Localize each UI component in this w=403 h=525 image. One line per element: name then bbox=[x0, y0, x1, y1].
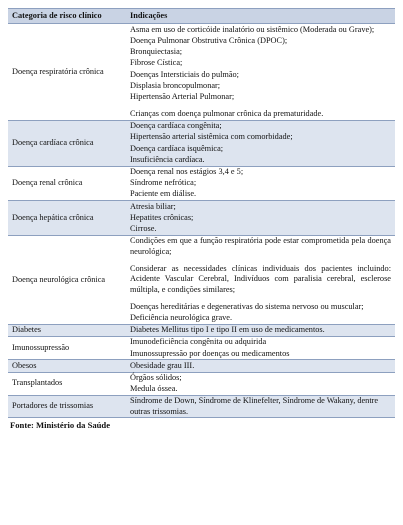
indication-item: Hipertensão Arterial Pulmonar; bbox=[130, 91, 235, 101]
indication-item: Imunodeficiência congênita ou adquirida bbox=[130, 337, 267, 347]
indications-cell bbox=[126, 120, 395, 166]
header-indications: Indicações bbox=[126, 9, 395, 24]
indications-cell bbox=[126, 360, 395, 372]
indication-item: Condições em que a função respiratória pode estar comprometida pela doença neurológica; bbox=[130, 236, 391, 256]
indication-item: Atresia biliar; bbox=[130, 201, 176, 211]
table-row bbox=[8, 201, 395, 236]
indication-item: Deficiência neurológica grave. bbox=[130, 312, 233, 322]
indication-item: Doença renal nos estágios 3,4 e 5; bbox=[130, 167, 244, 177]
indication-item: Bronquiectasia; bbox=[130, 47, 183, 57]
indication-item: Órgãos sólidos; bbox=[130, 372, 182, 382]
category-cell: Transplantados bbox=[8, 372, 126, 395]
indication-item: Doença cardíaca isquêmica; bbox=[130, 143, 224, 153]
category-cell: Portadores de trissomias bbox=[8, 395, 126, 418]
indication-item: Síndrome nefrótica; bbox=[130, 178, 197, 188]
table-header-row bbox=[8, 9, 395, 24]
indication-item: Hipertensão arterial sistêmica com comorbidade; bbox=[130, 132, 293, 142]
category-cell: Doença neurológica crônica bbox=[8, 235, 126, 324]
category-cell: Doença cardíaca crônica bbox=[8, 120, 126, 166]
table-row bbox=[8, 120, 395, 166]
indication-item: Imunossupressão por doenças ou medicamentos bbox=[130, 348, 290, 358]
indications-cell bbox=[126, 235, 395, 324]
category-cell: Diabetes bbox=[8, 324, 126, 336]
indication-item: Asma em uso de corticóide inalatório ou sistêmico (Moderada ou Grave); bbox=[130, 24, 375, 34]
header-category: Categoria de risco clínico bbox=[8, 9, 126, 24]
indications-cell bbox=[126, 201, 395, 236]
indication-item: Diabetes Mellitus tipo I e tipo II em uso de medicamentos. bbox=[130, 325, 325, 335]
indication-item: Doença cardíaca congênita; bbox=[130, 121, 222, 131]
table-body bbox=[8, 24, 395, 418]
indication-item: Doença Pulmonar Obstrutiva Crônica (DPOC); bbox=[130, 35, 288, 45]
risk-category-table bbox=[8, 8, 395, 418]
indications-cell bbox=[126, 24, 395, 121]
indication-item: Paciente em diálise. bbox=[130, 189, 197, 199]
table-row bbox=[8, 324, 395, 336]
indication-item: Insuficiência cardíaca. bbox=[130, 154, 205, 164]
indication-item: Doenças hereditárias e degenerativas do sistema nervoso ou muscular; bbox=[130, 301, 364, 311]
indications-cell bbox=[126, 395, 395, 418]
source-note: Fonte: Ministério da Saúde bbox=[10, 420, 111, 431]
table-row bbox=[8, 395, 395, 418]
table-row bbox=[8, 235, 395, 324]
indication-item: Hepatites crônicas; bbox=[130, 212, 194, 222]
table-row bbox=[8, 166, 395, 201]
table-row bbox=[8, 360, 395, 372]
category-cell: Doença respiratória crônica bbox=[12, 66, 104, 76]
indication-item: Cirrose. bbox=[130, 223, 157, 233]
indication-item: Crianças com doença pulmonar crônica da prematuridade. bbox=[130, 109, 324, 119]
table-row bbox=[8, 336, 395, 359]
category-cell: Imunossupressão bbox=[8, 336, 126, 359]
indication-item: Síndrome de Down, Síndrome de Klinefelter, Síndrome de Wakany, dentre outras trissomias. bbox=[130, 396, 379, 416]
category-cell: Obesos bbox=[8, 360, 126, 372]
indications-cell bbox=[126, 166, 395, 201]
indication-item: Doenças Intersticiais do pulmão; bbox=[130, 69, 239, 79]
table-row bbox=[8, 24, 395, 121]
category-cell: Doença renal crônica bbox=[8, 166, 126, 201]
category-cell: Doença hepática crônica bbox=[8, 201, 126, 236]
indication-item: Displasia broncopulmonar; bbox=[130, 80, 221, 90]
indication-item: Considerar as necessidades clínicas individuais dos pacientes incluindo: Acidente Vascular Cerebral, Indivíduos com paralisia cerebral, esclerose múltipla, e condições similares; bbox=[130, 263, 391, 294]
indication-item: Medula óssea. bbox=[130, 384, 178, 394]
indication-item: Fibrose Cística; bbox=[130, 58, 183, 68]
indications-cell bbox=[126, 336, 395, 359]
indication-item: Obesidade grau III. bbox=[130, 360, 195, 370]
indications-cell bbox=[126, 324, 395, 336]
table-row bbox=[8, 372, 395, 395]
indications-cell bbox=[126, 372, 395, 395]
